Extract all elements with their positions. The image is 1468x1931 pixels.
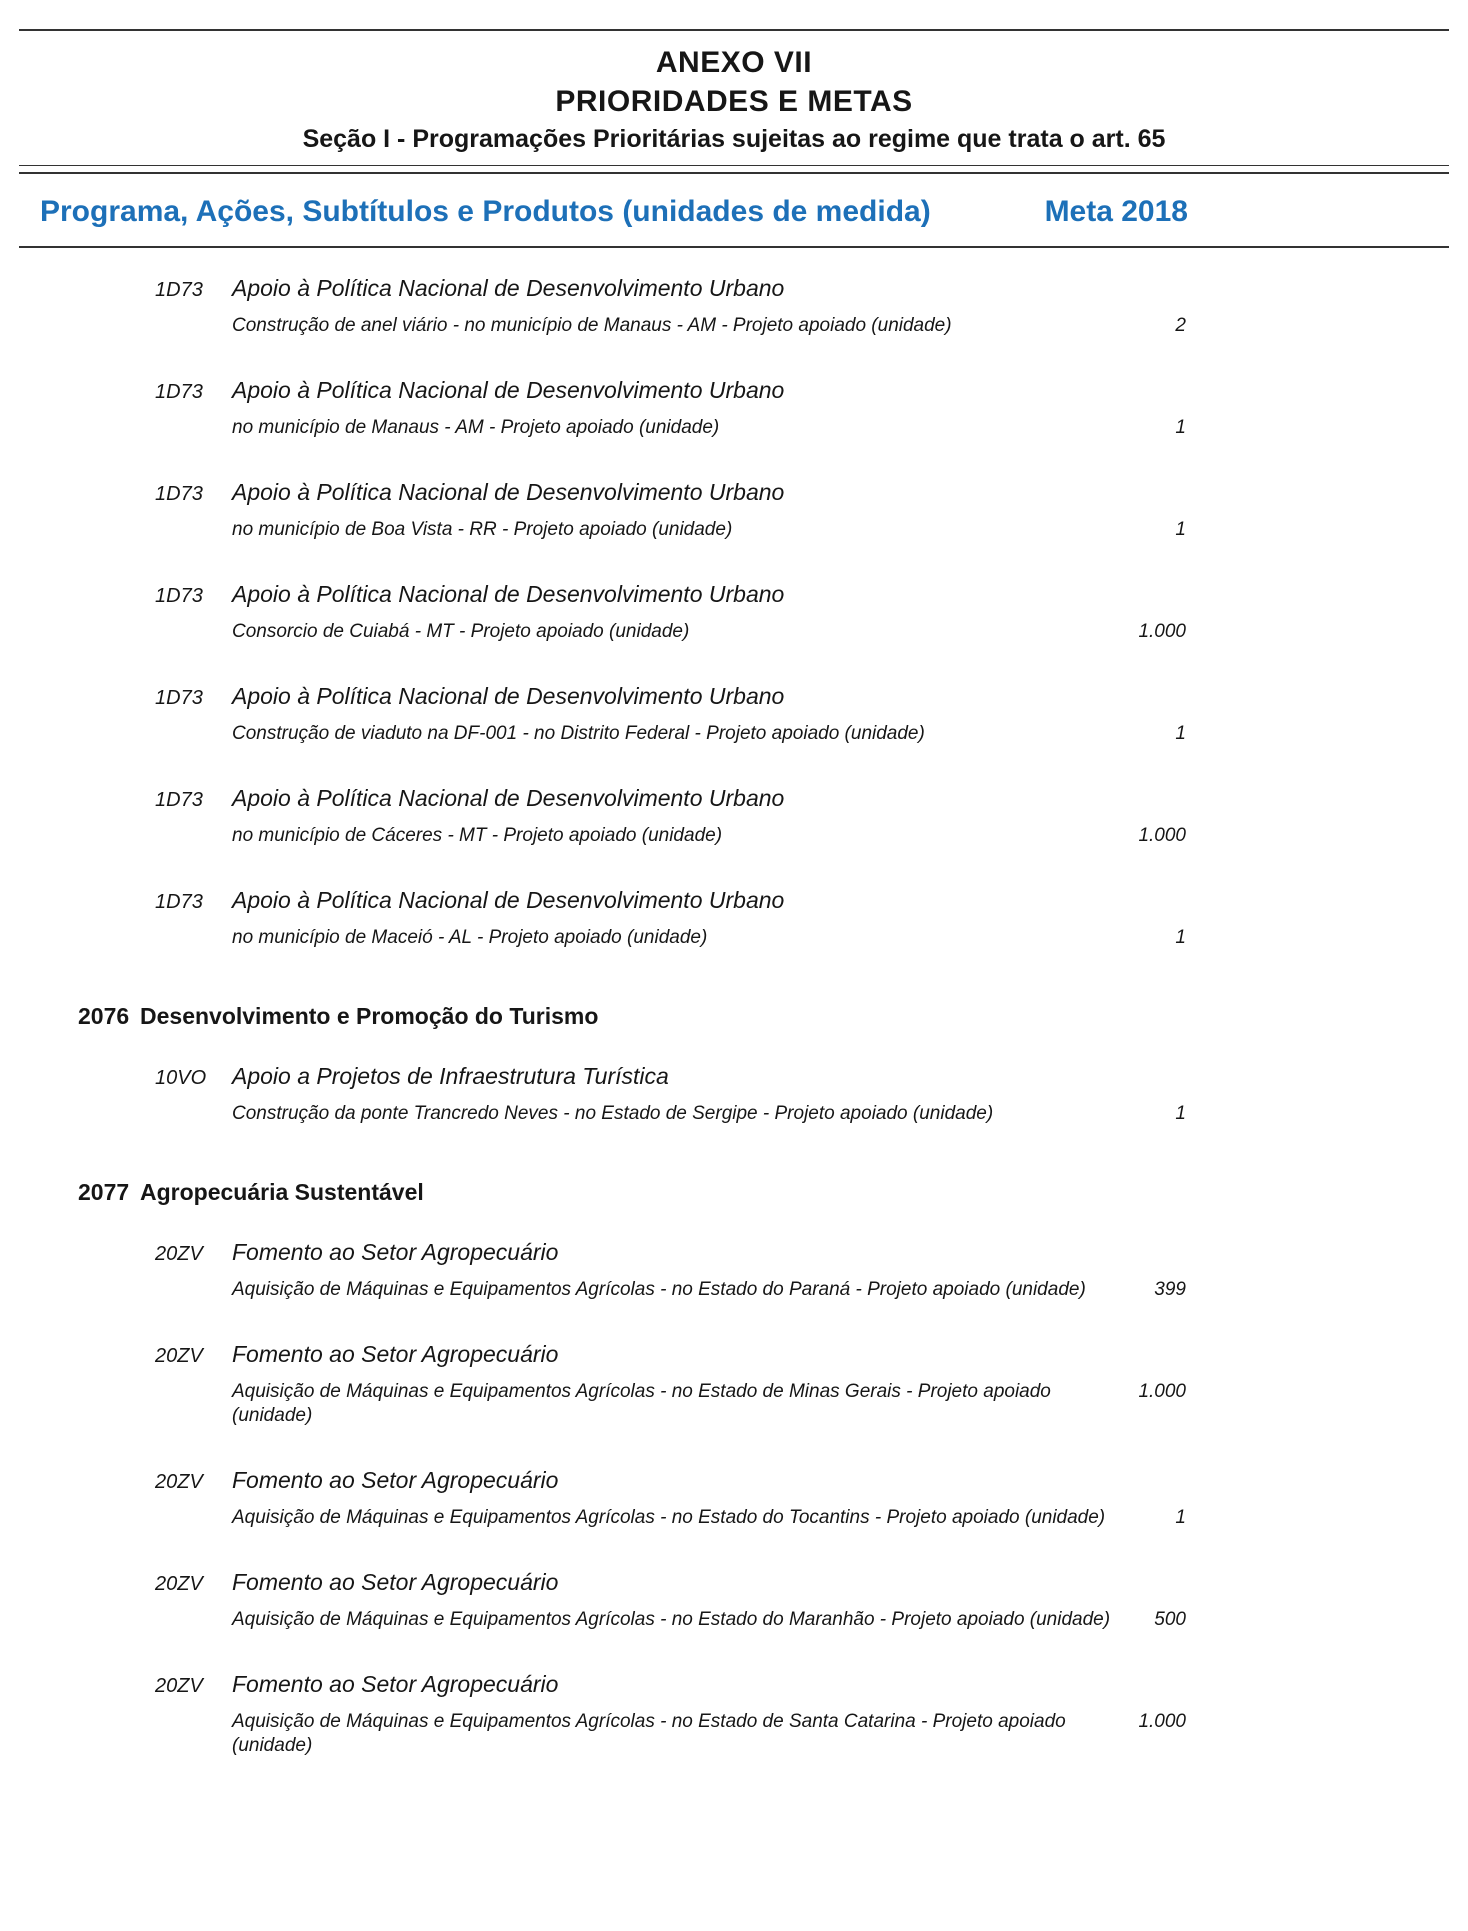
- subtitle-product: Consorcio de Cuiabá - MT - Projeto apoiado (unidade): [232, 621, 690, 642]
- column-header-meta: Meta 2018: [1044, 195, 1188, 228]
- subtitle-row: [0, 1710, 1468, 1758]
- subtitle-row: [0, 1608, 1468, 1632]
- action-entry: [0, 1670, 1468, 1758]
- action-entry: [0, 886, 1468, 950]
- subtitle-row: [0, 314, 1468, 338]
- action-code: 1D73: [155, 279, 203, 301]
- action-code: 20ZV: [155, 1573, 203, 1595]
- action-entry: [0, 1568, 1468, 1632]
- subtitle-product: no município de Maceió - AL - Projeto apoiado (unidade): [232, 927, 708, 948]
- action-code: 1D73: [155, 789, 203, 811]
- action-code: 20ZV: [155, 1675, 203, 1697]
- action-title: Fomento ao Setor Agropecuário: [232, 1341, 559, 1367]
- program-code: 2077: [78, 1179, 130, 1205]
- action-title: Apoio à Política Nacional de Desenvolvimento Urbano: [232, 887, 785, 913]
- subtitle-product: no município de Cáceres - MT - Projeto apoiado (unidade): [232, 825, 723, 846]
- subtitle-row: [0, 1102, 1468, 1126]
- subtitle-row: [0, 824, 1468, 848]
- action-code: 20ZV: [155, 1243, 203, 1265]
- subtitle-row: [0, 1380, 1468, 1428]
- action-title: Fomento ao Setor Agropecuário: [232, 1467, 559, 1493]
- column-header-row: [0, 174, 1468, 246]
- meta-value: 1.000: [1138, 1711, 1186, 1732]
- annex-subtitle: PRIORIDADES E METAS: [555, 85, 913, 118]
- action-title: Apoio à Política Nacional de Desenvolvimento Urbano: [232, 275, 785, 301]
- action-entry: [0, 1062, 1468, 1126]
- action-code: 1D73: [155, 483, 203, 505]
- action-code: 1D73: [155, 687, 203, 709]
- subtitle-row: [0, 1506, 1468, 1530]
- action-title-row: [0, 580, 1468, 610]
- action-title: Apoio à Política Nacional de Desenvolvimento Urbano: [232, 683, 785, 709]
- section-title: Seção I - Programações Prioritárias sujeitas ao regime que trata o art. 65: [302, 125, 1166, 153]
- action-title: Fomento ao Setor Agropecuário: [232, 1569, 559, 1595]
- subtitle-row: [0, 416, 1468, 440]
- action-title-row: [0, 886, 1468, 916]
- meta-value: 1: [1175, 1103, 1186, 1124]
- action-entry: [0, 1238, 1468, 1302]
- action-code: 20ZV: [155, 1471, 203, 1493]
- action-entry: [0, 580, 1468, 644]
- action-entry: [0, 1340, 1468, 1428]
- subtitle-product: Aquisição de Máquinas e Equipamentos Agrícolas - no Estado de Minas Gerais - Projeto apoiado (unidade): [232, 1381, 1051, 1426]
- subtitle-product: Construção de viaduto na DF-001 - no Distrito Federal - Projeto apoiado (unidade): [232, 723, 925, 744]
- action-code: 1D73: [155, 381, 203, 403]
- action-title-row: [0, 1466, 1468, 1496]
- action-title: Fomento ao Setor Agropecuário: [232, 1239, 559, 1265]
- meta-value: 1.000: [1138, 621, 1186, 642]
- action-title: Apoio à Política Nacional de Desenvolvimento Urbano: [232, 785, 785, 811]
- action-entry: [0, 784, 1468, 848]
- action-title-row: [0, 376, 1468, 406]
- action-title: Apoio à Política Nacional de Desenvolvimento Urbano: [232, 581, 785, 607]
- action-title: Apoio à Política Nacional de Desenvolvimento Urbano: [232, 377, 785, 403]
- action-code: 10VO: [155, 1067, 207, 1089]
- action-title-row: [0, 784, 1468, 814]
- subtitle-product: Aquisição de Máquinas e Equipamentos Agrícolas - no Estado do Tocantins - Projeto apoiado (unidade): [232, 1507, 1106, 1528]
- program-title: Agropecuária Sustentável: [140, 1179, 424, 1205]
- action-title-row: [0, 1340, 1468, 1370]
- subtitle-row: [0, 926, 1468, 950]
- program-title: Desenvolvimento e Promoção do Turismo: [140, 1003, 599, 1029]
- action-title: Fomento ao Setor Agropecuário: [232, 1671, 559, 1697]
- document-page: [0, 29, 1468, 1931]
- table-body: [0, 248, 1468, 1796]
- header-divider: [19, 165, 1449, 174]
- action-code: 1D73: [155, 585, 203, 607]
- action-entry: [0, 274, 1468, 338]
- subtitle-product: Construção de anel viário - no município de Manaus - AM - Projeto apoiado (unidade): [232, 315, 952, 336]
- annex-title: ANEXO VII: [655, 46, 813, 79]
- subtitle-product: Construção da ponte Trancredo Neves - no Estado de Sergipe - Projeto apoiado (unidade): [232, 1103, 994, 1124]
- action-title-row: [0, 1238, 1468, 1268]
- program-entry: [0, 1178, 1468, 1206]
- document-header: [0, 31, 1468, 156]
- action-entry: [0, 1466, 1468, 1530]
- action-code: 20ZV: [155, 1345, 203, 1367]
- action-entry: [0, 478, 1468, 542]
- action-title-row: [0, 1062, 1468, 1092]
- action-title-row: [0, 1568, 1468, 1598]
- subtitle-product: no município de Boa Vista - RR - Projeto apoiado (unidade): [232, 519, 733, 540]
- meta-value: 1.000: [1138, 825, 1186, 846]
- action-title-row: [0, 478, 1468, 508]
- meta-value: 1: [1175, 417, 1186, 438]
- column-header-programs: Programa, Ações, Subtítulos e Produtos (unidades de medida): [40, 195, 931, 228]
- meta-value: 1: [1175, 927, 1186, 948]
- action-code: 1D73: [155, 891, 203, 913]
- meta-value: 500: [1154, 1609, 1186, 1630]
- subtitle-product: Aquisição de Máquinas e Equipamentos Agrícolas - no Estado do Maranhão - Projeto apoiado (unidade): [232, 1609, 1111, 1630]
- action-entry: [0, 376, 1468, 440]
- subtitle-row: [0, 620, 1468, 644]
- program-code: 2076: [78, 1003, 130, 1029]
- meta-value: 399: [1154, 1279, 1186, 1300]
- meta-value: 1: [1175, 723, 1186, 744]
- subtitle-row: [0, 1278, 1468, 1302]
- action-title: Apoio a Projetos de Infraestrutura Turística: [232, 1063, 669, 1089]
- action-title-row: [0, 274, 1468, 304]
- meta-value: 1: [1175, 519, 1186, 540]
- action-title: Apoio à Política Nacional de Desenvolvimento Urbano: [232, 479, 785, 505]
- subtitle-product: Aquisição de Máquinas e Equipamentos Agrícolas - no Estado do Paraná - Projeto apoiado (unidade): [232, 1279, 1086, 1300]
- action-title-row: [0, 682, 1468, 712]
- program-entry: [0, 1002, 1468, 1030]
- subtitle-row: [0, 722, 1468, 746]
- meta-value: 1: [1175, 1507, 1186, 1528]
- subtitle-product: Aquisição de Máquinas e Equipamentos Agrícolas - no Estado de Santa Catarina - Projeto apoiado (unidade): [232, 1711, 1066, 1756]
- meta-value: 1.000: [1138, 1381, 1186, 1402]
- subtitle-product: no município de Manaus - AM - Projeto apoiado (unidade): [232, 417, 720, 438]
- meta-value: 2: [1175, 315, 1186, 336]
- action-title-row: [0, 1670, 1468, 1700]
- subtitle-row: [0, 518, 1468, 542]
- action-entry: [0, 682, 1468, 746]
